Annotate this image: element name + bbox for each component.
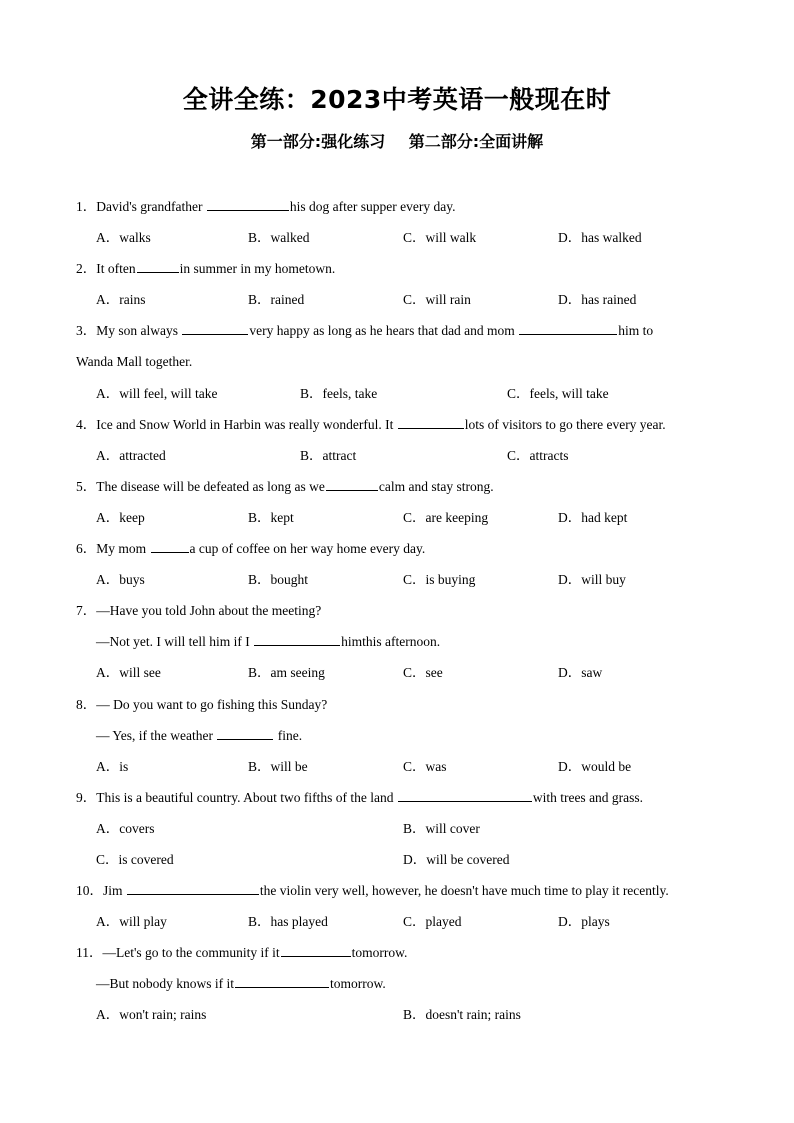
option[interactable]: B．walked — [248, 230, 310, 246]
option[interactable]: D．will buy — [558, 572, 626, 588]
option[interactable]: A．will feel, will take — [96, 385, 218, 401]
page-title: 全讲全练：2023中考英语一般现在时 — [182, 85, 612, 114]
option[interactable]: C．will rain — [403, 292, 471, 308]
question-6: 6．My mom a cup of coffee on her way home every day. — [76, 541, 426, 557]
subtitle-part2: 第二部分:全面讲解 — [408, 132, 544, 151]
question-list — [76, 195, 726, 1035]
option[interactable]: C．will walk — [403, 230, 477, 246]
options-2 — [76, 288, 726, 319]
question-1: 1．David's grandfather his dog after supper every day. — [76, 199, 456, 214]
subtitle-part1: 第一部分:强化练习 — [250, 132, 386, 151]
option[interactable]: C．is buying — [403, 572, 476, 588]
answer-blank — [127, 881, 259, 895]
option[interactable]: A．will see — [96, 665, 161, 681]
question-7: 7．—Have you told John about the meeting? — [76, 603, 322, 619]
answer-blank — [235, 974, 329, 988]
option[interactable]: D．had kept — [558, 509, 628, 525]
option[interactable]: D．will be covered — [403, 851, 510, 867]
options-5 — [76, 506, 726, 537]
question-8: 8．— Do you want to go fishing this Sunday? — [76, 696, 328, 712]
option[interactable]: C．are keeping — [403, 509, 489, 525]
question-7-line2: —Not yet. I will tell him if I himthis afternoon. — [96, 634, 441, 650]
answer-blank — [182, 321, 248, 335]
answer-blank — [217, 726, 273, 740]
option[interactable]: A．covers — [96, 820, 155, 836]
options-10 — [76, 910, 726, 941]
option[interactable]: B．feels, take — [300, 385, 378, 401]
options-9a — [76, 817, 726, 848]
option[interactable]: C．is covered — [96, 851, 174, 867]
option[interactable]: A．buys — [96, 572, 145, 588]
answer-blank — [281, 943, 351, 957]
question-4: 4．Ice and Snow World in Harbin was really wonderful. It lots of visitors to go there every year. — [76, 416, 666, 432]
option[interactable]: A．keep — [96, 509, 145, 525]
option[interactable]: B．attract — [300, 447, 357, 463]
option[interactable]: B．will cover — [403, 820, 480, 836]
option[interactable]: A．will play — [96, 914, 167, 930]
option[interactable]: B．doesn't rain; rains — [403, 1007, 521, 1023]
option[interactable]: C．see — [403, 665, 443, 681]
question-11-line2: —But nobody knows if it tomorrow. — [96, 976, 386, 992]
option[interactable]: D．has walked — [558, 230, 642, 246]
answer-blank — [398, 788, 532, 802]
answer-blank — [151, 539, 189, 553]
option[interactable]: A．walks — [96, 230, 151, 246]
answer-blank — [254, 632, 340, 646]
option[interactable]: A．is — [96, 758, 129, 774]
option[interactable]: C．played — [403, 914, 462, 930]
option[interactable]: B．bought — [248, 572, 309, 588]
option[interactable]: A．rains — [96, 292, 146, 308]
option[interactable]: C．feels, will take — [507, 385, 609, 401]
option[interactable]: D．has rained — [558, 292, 637, 308]
question-3-continued: Wanda Mall together. — [76, 354, 193, 370]
option[interactable]: A．won't rain; rains — [96, 1007, 207, 1023]
options-9b — [76, 848, 726, 879]
option[interactable]: D．saw — [558, 665, 603, 681]
options-3 — [76, 382, 726, 413]
answer-blank — [207, 197, 289, 211]
option[interactable]: B．will be — [248, 758, 308, 774]
option[interactable]: A．attracted — [96, 447, 166, 463]
page-subtitle — [0, 129, 794, 152]
option[interactable]: C．attracts — [507, 447, 569, 463]
option[interactable]: D．would be — [558, 758, 632, 774]
options-1 — [76, 226, 726, 257]
question-5: 5．The disease will be defeated as long as we calm and stay strong. — [76, 478, 494, 494]
answer-blank — [326, 477, 378, 491]
option[interactable]: D．plays — [558, 914, 610, 930]
option[interactable]: B．kept — [248, 509, 294, 525]
option[interactable]: C．was — [403, 758, 447, 774]
question-8-line2: — Yes, if the weather fine. — [96, 727, 303, 743]
option[interactable]: B．rained — [248, 292, 305, 308]
question-2: 2．It often in summer in my hometown. — [76, 261, 336, 277]
answer-blank — [137, 259, 179, 273]
options-11 — [76, 1003, 726, 1034]
option[interactable]: B．has played — [248, 914, 328, 930]
options-6 — [76, 568, 726, 599]
question-9: 9．This is a beautiful country. About two fifths of the land with trees and grass. — [76, 789, 644, 805]
options-4 — [76, 444, 726, 475]
options-7 — [76, 661, 726, 692]
option[interactable]: B．am seeing — [248, 665, 325, 681]
question-11: 11．—Let's go to the community if it tomorrow. — [76, 945, 408, 961]
question-10: 10．Jim the violin very well, however, he doesn't have much time to play it recently. — [76, 883, 669, 899]
answer-blank — [519, 321, 617, 335]
question-3: 3．My son always very happy as long as he hears that dad and mom him to — [76, 323, 654, 339]
answer-blank — [398, 415, 464, 429]
options-8 — [76, 755, 726, 786]
